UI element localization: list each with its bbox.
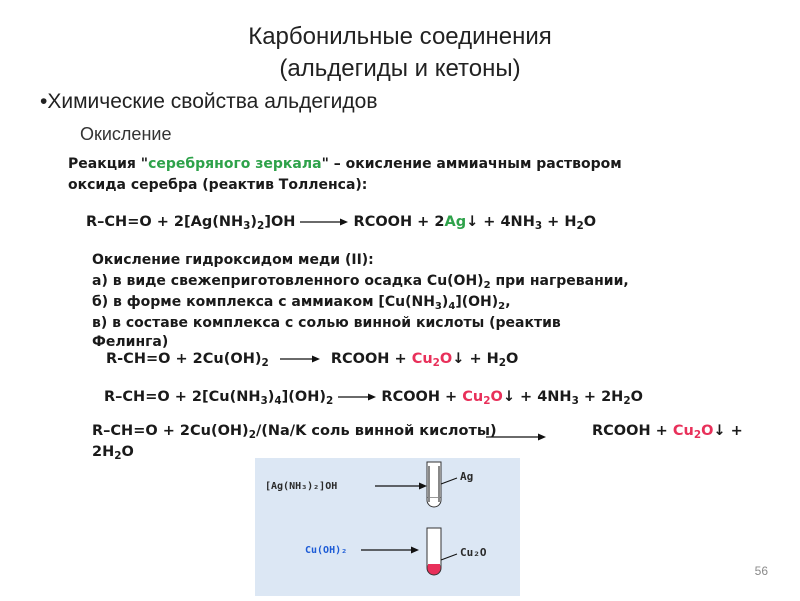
slide-title-line2: (альдегиды и кетоны) bbox=[279, 55, 521, 82]
eq4-right-a: RCOOH + bbox=[592, 423, 673, 439]
eq3-left-sub3: 2 bbox=[326, 395, 334, 408]
eq4-o: O bbox=[701, 423, 714, 439]
silver-mirror-highlight: серебряного зеркала bbox=[148, 156, 322, 172]
copper-line2-sub: 2 bbox=[483, 280, 491, 292]
copper-line3-sub2: 4 bbox=[448, 301, 456, 313]
section-heading: •Химические свойства альдегидов bbox=[40, 90, 378, 113]
equation-fehling-line2 bbox=[92, 444, 134, 463]
eq2-right-sub: 2 bbox=[498, 357, 507, 370]
eq1-left-c: ]OH bbox=[264, 214, 296, 230]
eq4-right-b: ↓ + bbox=[713, 423, 743, 439]
test-tube-silver-icon bbox=[427, 462, 441, 507]
eq2-o: O bbox=[439, 351, 453, 367]
eq3-o: O bbox=[490, 389, 503, 405]
eq4-left-a: R–CH=O + 2Cu(OH) bbox=[92, 423, 249, 439]
eq2-right-c: O bbox=[506, 351, 519, 367]
copper-line3-d: , bbox=[505, 294, 511, 310]
label-leader-line bbox=[441, 478, 457, 484]
test-tube-figure bbox=[255, 458, 520, 596]
eq3-right-sub1: 3 bbox=[571, 395, 579, 408]
eq3-right-d: O bbox=[630, 389, 643, 405]
eq1-right-sub1: 3 bbox=[534, 220, 543, 233]
page-number: 56 bbox=[754, 564, 768, 578]
eq3-cu-sub: 2 bbox=[483, 395, 491, 408]
copper-line2-a: а) в виде свежеприготовленного осадка Cu(OH) bbox=[92, 273, 484, 289]
copper-line3 bbox=[92, 294, 511, 313]
eq4-line2-b: O bbox=[121, 444, 134, 460]
test-tube-copper-icon bbox=[427, 528, 441, 575]
label-leader-line bbox=[441, 554, 457, 560]
eq1-right-c: + H bbox=[542, 214, 577, 230]
eq1-silver: Ag bbox=[444, 214, 467, 230]
reaction-arrow-icon bbox=[300, 217, 348, 227]
eq1-left-a: R–CH=O + 2[Ag(NH bbox=[86, 214, 244, 230]
test-tube-illustration bbox=[255, 458, 520, 596]
eq1-left-sub1: 3 bbox=[243, 220, 251, 233]
copper-line2 bbox=[92, 273, 629, 292]
product-copper-oxide-label: Cu₂O bbox=[460, 546, 487, 559]
eq3-cu: Cu bbox=[462, 389, 484, 405]
eq2-right-a: RCOOH + bbox=[330, 351, 412, 367]
equation-copper-ammonia bbox=[104, 389, 643, 408]
copper-line3-sub3: 2 bbox=[498, 301, 506, 313]
eq1-right-d: O bbox=[583, 214, 597, 230]
tollens-intro-line1 bbox=[68, 156, 622, 172]
eq3-right-c: + 2H bbox=[578, 389, 624, 405]
tollens-intro-text-b: " – окисление аммиачным раствором bbox=[321, 156, 622, 172]
equation-tollens bbox=[86, 214, 597, 233]
tollens-intro-text-a: Реакция " bbox=[68, 156, 149, 172]
eq1-left-sub2: 2 bbox=[257, 220, 265, 233]
tollens-intro-line2: оксида серебра (реактив Толленса): bbox=[68, 177, 368, 193]
eq2-cu: Cu bbox=[411, 351, 433, 367]
copper-line3-c: ](OH) bbox=[455, 294, 499, 310]
eq2-cu-sub: 2 bbox=[432, 357, 440, 370]
eq3-right-a: RCOOH + bbox=[381, 389, 463, 405]
eq3-left-sub1: 3 bbox=[260, 395, 268, 408]
eq1-right-sub2: 2 bbox=[576, 220, 584, 233]
equation-fehling-right bbox=[592, 423, 743, 442]
eq3-left-b: ) bbox=[267, 389, 275, 405]
eq1-left-b: ) bbox=[250, 214, 258, 230]
copper-line2-b: при нагревании, bbox=[490, 273, 629, 289]
reagent-copper-label: Cu(OH)₂ bbox=[305, 545, 348, 556]
eq3-left-sub2: 4 bbox=[274, 395, 282, 408]
equation-copper-hydroxide bbox=[106, 351, 519, 370]
eq4-left-sub: 2 bbox=[248, 429, 256, 442]
arrow-head-icon bbox=[419, 483, 427, 490]
eq4-line2-a: 2H bbox=[92, 444, 115, 460]
copper-line1: Окисление гидроксидом меди (II): bbox=[92, 252, 374, 268]
eq2-left-a: R-CH=O + 2Cu(OH) bbox=[106, 351, 262, 367]
reagent-tollens-label: [Ag(NH₃)₂]OH bbox=[265, 481, 338, 492]
eq3-right-sub2: 2 bbox=[623, 395, 631, 408]
arrow-head-icon bbox=[411, 547, 419, 554]
eq2-left-sub: 2 bbox=[261, 357, 269, 370]
copper-line4: в) в составе комплекса с солью винной кислоты (реактив bbox=[92, 315, 561, 331]
eq3-left-a: R–CH=O + 2[Cu(NH bbox=[104, 389, 261, 405]
copper-line5: Фелинга) bbox=[92, 334, 169, 350]
reaction-arrow-icon bbox=[338, 392, 376, 402]
eq4-line2-sub: 2 bbox=[114, 450, 122, 463]
reaction-arrow-icon bbox=[486, 429, 546, 447]
subsection-title: Окисление bbox=[80, 124, 172, 144]
eq3-left-c: ](OH) bbox=[281, 389, 327, 405]
copper-line3-sub1: 3 bbox=[434, 301, 442, 313]
reaction-arrow-icon bbox=[280, 354, 320, 364]
equation-fehling-left bbox=[92, 423, 497, 442]
copper-line3-a: б) в форме комплекса с аммиаком [Cu(NH bbox=[92, 294, 435, 310]
eq4-cu: Cu bbox=[672, 423, 694, 439]
eq3-right-b: ↓ + 4NH bbox=[502, 389, 572, 405]
product-silver-label: Ag bbox=[460, 470, 474, 483]
slide-title-line1: Карбонильные соединения bbox=[248, 23, 552, 50]
eq4-cu-sub: 2 bbox=[693, 429, 702, 442]
eq2-right-b: ↓ + H bbox=[452, 351, 499, 367]
eq4-left-b: /(Na/K соль винной кислоты) bbox=[255, 423, 497, 439]
eq1-right-a: RCOOH + 2 bbox=[353, 214, 445, 230]
copper-line3-b: ) bbox=[441, 294, 449, 310]
eq1-right-b: ↓ + 4NH bbox=[466, 214, 535, 230]
